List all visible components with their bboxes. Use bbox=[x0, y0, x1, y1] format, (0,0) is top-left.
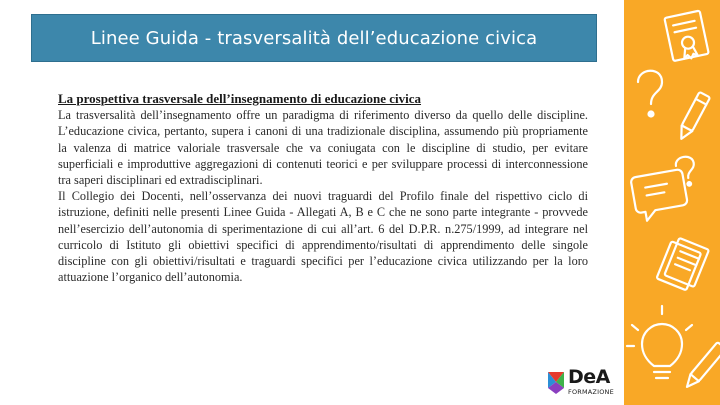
decorative-sidebar bbox=[624, 0, 720, 405]
logo-subtitle: FORMAZIONE bbox=[568, 388, 614, 396]
pencil-icon bbox=[676, 92, 710, 142]
logo-brand: DeA bbox=[568, 366, 610, 388]
speech-bubble-question-icon bbox=[628, 155, 702, 222]
certificate-icon bbox=[664, 11, 709, 63]
slide-title-bar bbox=[31, 14, 597, 62]
document-paragraph-1: La trasversalità dell’insegnamento offre un paradigma di riferimento diverso da quello delle discipline. L’educazione civica, pertanto, supera i canoni di una tradizionale disciplina, assumendo più propriamente la valenza di matrice valoriale trasversale che va coniugata con le discipline di studio, per evitare superficiali e improduttive aggregazioni di contenuti teorici e per sviluppare processi di interconnessione tra saperi disciplinari ed extradisciplinari. bbox=[58, 108, 588, 188]
pencil-icon bbox=[683, 342, 720, 390]
document-excerpt bbox=[58, 91, 588, 285]
slide-title: Linee Guida - trasversalità dell’educazione civica bbox=[90, 27, 538, 49]
lightbulb-icon bbox=[627, 306, 692, 378]
documents-icon bbox=[656, 236, 708, 293]
question-mark-icon bbox=[638, 71, 662, 117]
dea-formazione-logo bbox=[546, 366, 618, 400]
document-heading: La prospettiva trasversale dell’insegnamento di educazione civica bbox=[58, 91, 422, 106]
logo-mark-icon bbox=[546, 370, 566, 396]
document-paragraph-2: Il Collegio dei Docenti, nell’osservanza dei nuovi traguardi del Profilo finale del rispettivo ciclo di istruzione, definiti nelle presenti Linee Guida - Allegati A, B e C che ne sono parte integrante - provvede nell’esercizio dell’autonomia di sperimentazione di cui all’art. 6 del D.P.R. n.275/1999, ad integrare nel curricolo di Istituto gli obiettivi specifici di apprendimento/risultati di apprendimento delle singole discipline con gli obiettivi/risultati e traguardi specifici per l’educazione civica utilizzando per la loro attuazione l’organico dell’autonomia. bbox=[58, 189, 588, 285]
